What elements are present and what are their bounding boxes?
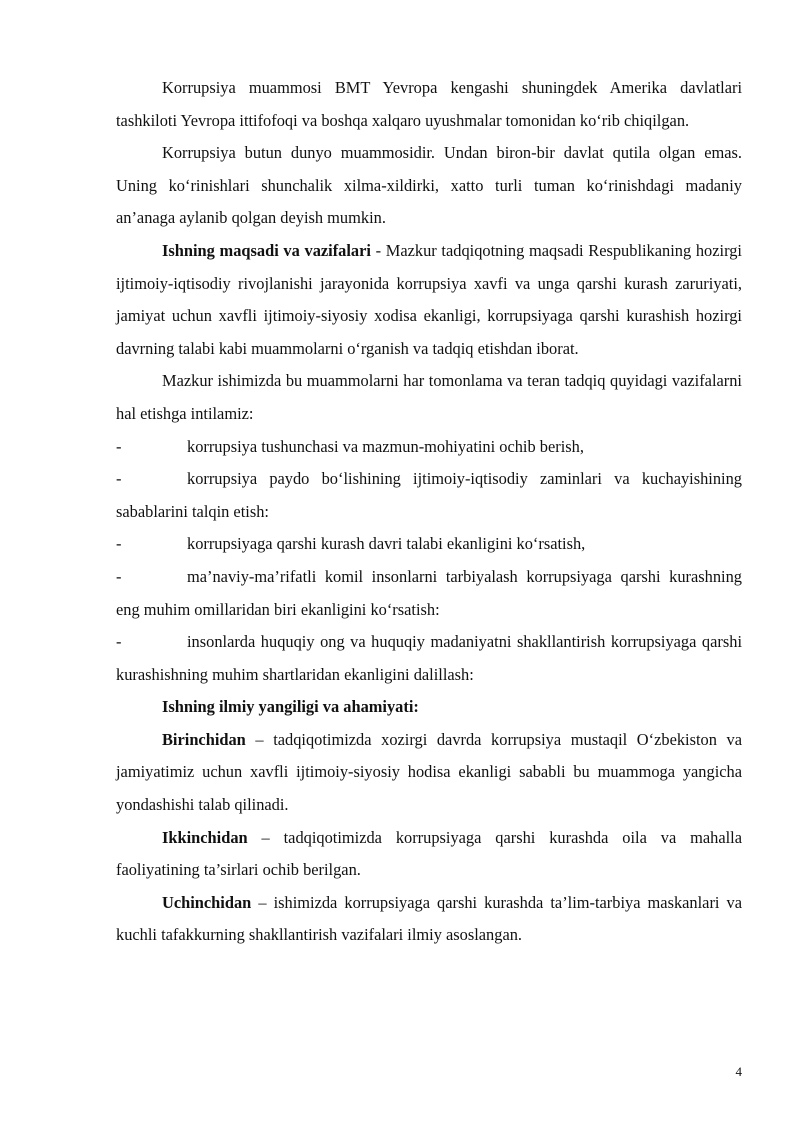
list-item: [116, 626, 742, 691]
list-item: [116, 431, 742, 464]
first-text: – tadqiqotimizda xozirgi davrda korrupsiya mustaqil Oʻzbekiston va jamiyatimiz uchun xavfli ijtimoiy-siyosiy hodisa ekanligi sababli bu muammoga yangicha yondashishi talab qilinadi.: [116, 729, 742, 815]
paragraph-second: [116, 822, 742, 887]
list-item-text: korrupsiya tushunchasi va mazmun-mohiyatini ochib berish,: [187, 436, 584, 456]
third-label: Uchinchidan: [162, 892, 252, 912]
list-marker: -: [116, 534, 122, 554]
list-marker: -: [116, 469, 122, 489]
list-item-text: korrupsiya paydo boʻlishining ijtimoiy-iqtisodiy zaminlari va kuchayishining sabablarini talqin etish:: [116, 469, 742, 521]
list-item-text: insonlarda huquqiy ong va huquqiy madaniyatni shakllantirish korrupsiyaga qarshi kurashishning muhim shartlaridan ekanligini dalillash:: [116, 632, 742, 684]
goals-heading: Ishning maqsadi va vazifalari: [162, 240, 371, 260]
list-marker: -: [116, 632, 122, 652]
page-body: [116, 72, 742, 952]
goals-text: - Mazkur tadqiqotning maqsadi Respublikaning hozirgi ijtimoiy-iqtisodiy rivojlanishi jarayonida korrupsiya xavfi va unga qarshi kurash zaruriyati, jamiyat uchun xavfli ijtimoiy-siyosiy xodisa ekanligi, korrupsiyaga qarshi kurashish hozirgi davrning talabi kabi muammolarni oʻrganish va tadqiq etishdan iborat.: [116, 240, 742, 358]
list-item: [116, 463, 742, 528]
novelty-heading-paragraph: [116, 691, 742, 724]
second-label: Ikkinchidan: [162, 827, 248, 847]
list-marker: -: [116, 566, 122, 586]
paragraph-tasks-intro: Mazkur ishimizda bu muammolarni har tomonlama va teran tadqiq quyidagi vazifalarni hal etishga intilamiz:: [116, 371, 742, 423]
page-number: 4: [735, 1064, 742, 1079]
third-text: – ishimizda korrupsiyaga qarshi kurashda ta’lim-tarbiya maskanlari va kuchli tafakkurning shakllantirish vazifalari ilmiy asoslangan.: [116, 892, 742, 945]
paragraph-goals: [116, 235, 742, 365]
second-text: – tadqiqotimizda korrupsiyaga qarshi kurashda oila va mahalla faoliyatining ta’sirlari ochib berilgan.: [116, 827, 742, 880]
list-item-text: ma’naviy-ma’rifatli komil insonlarni tarbiyalash korrupsiyaga qarshi kurashning eng muhim omillaridan biri ekanligini koʻrsatish:: [116, 566, 742, 619]
novelty-heading: Ishning ilmiy yangiligi va ahamiyati:: [162, 697, 419, 717]
paragraph-first: [116, 724, 742, 822]
first-label: Birinchidan: [162, 729, 246, 749]
paragraph-global-problem: Korrupsiya butun dunyo muammosidir. Undan biron-bir davlat qutila olgan emas. Uning koʻrinishlari shunchalik xilma-xildirki, xatto turli tuman koʻrinishdagi madaniy an’anaga aylanib qolgan deyish mumkin.: [116, 143, 742, 228]
list-item: [116, 561, 742, 626]
list-item-text: korrupsiyaga qarshi kurash davri talabi ekanligini koʻrsatish,: [187, 534, 586, 554]
list-item: [116, 528, 742, 561]
list-marker: -: [116, 436, 122, 456]
paragraph-third: [116, 887, 742, 952]
paragraph-intro: Korrupsiya muammosi BMT Yevropa kengashi shuningdek Amerika davlatlari tashkiloti Yevropa ittifofoqi va boshqa xalqaro uyushmalar tomonidan koʻrib chiqilgan.: [116, 78, 742, 130]
task-list: [116, 431, 742, 692]
